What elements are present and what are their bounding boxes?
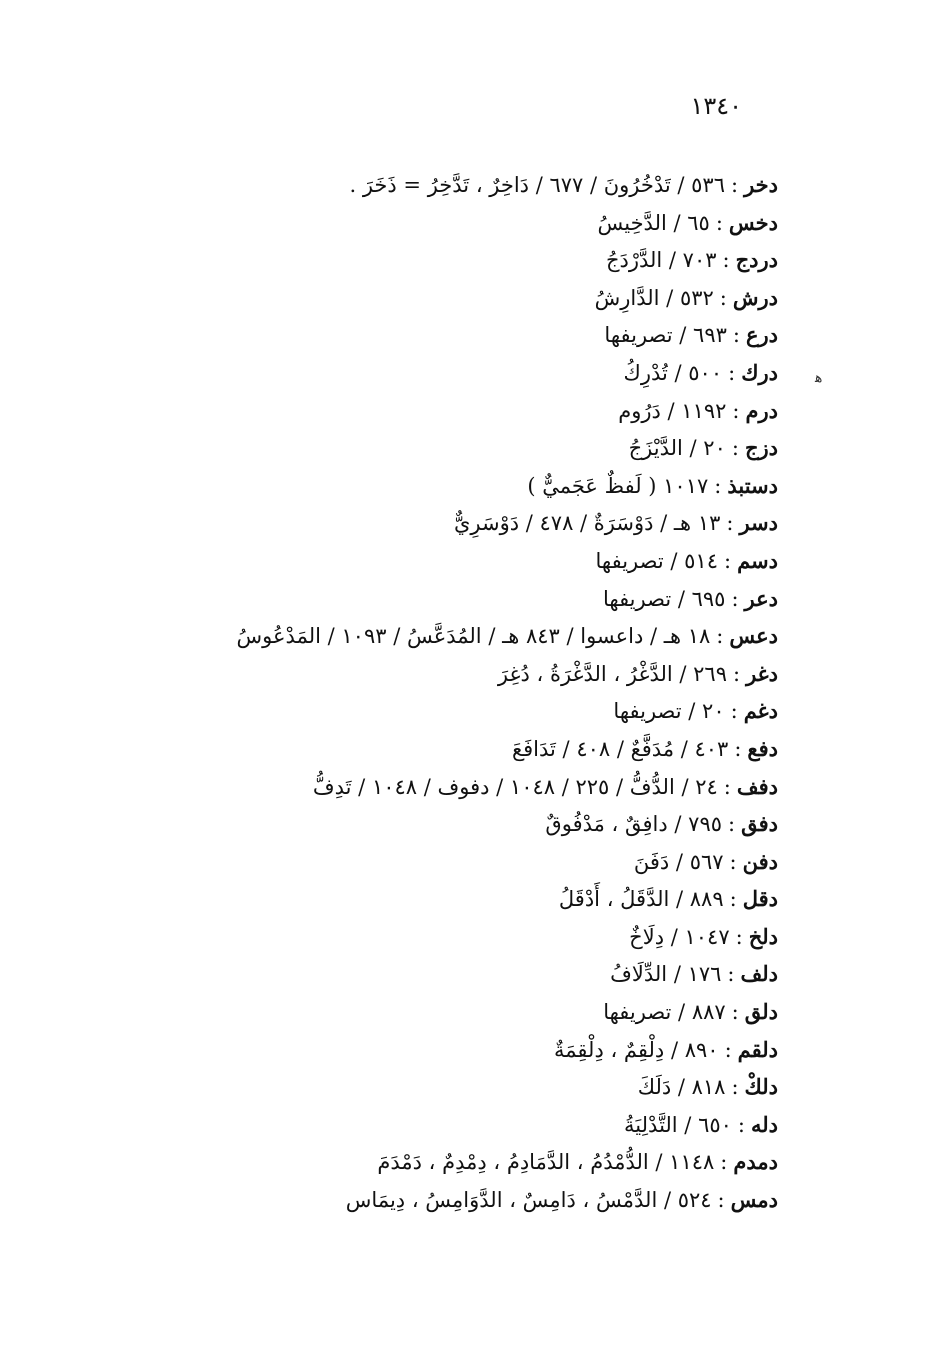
entry-references: ٧٩٥ / دافِقٌ ، مَدْفُوقٌ	[545, 812, 723, 837]
entry-references: ٢٠ / تصريفها	[613, 699, 725, 724]
entry-separator: :	[735, 924, 743, 949]
entry-separator: :	[723, 774, 731, 799]
index-entry	[138, 955, 778, 993]
entry-root: دلف	[740, 961, 778, 987]
index-entry	[138, 580, 778, 618]
entry-root: دعس	[729, 623, 778, 649]
entry-separator: :	[731, 1075, 739, 1100]
entry-references: ١١٩٢ / دَرُوم	[618, 398, 727, 423]
index-entry	[138, 354, 778, 392]
index-entry	[138, 204, 778, 242]
index-entry	[138, 880, 778, 918]
entry-references: ٥٦٧ / دَفَنَ	[633, 849, 724, 874]
entry-separator: :	[723, 548, 732, 573]
entry-root: دعر	[744, 585, 778, 611]
entry-separator: :	[728, 812, 736, 837]
entry-references: ٨١٨ / دَلَكَ	[637, 1075, 726, 1100]
index-entry	[138, 166, 778, 204]
entry-separator: :	[727, 962, 735, 987]
entry-references: ٤٠٣ / مُدَفَّعٌ / ٤٠٨ / تَدَافَعَ	[511, 736, 729, 761]
entry-root: دله	[750, 1111, 778, 1137]
entry-root: دسر	[739, 510, 778, 536]
entry-references: ٥٣٢ / الدَّارِشُ	[594, 285, 714, 310]
entry-root: دفن	[742, 848, 778, 874]
index-entry	[138, 241, 778, 279]
entry-root: دفق	[741, 811, 778, 837]
index-entry	[138, 1068, 778, 1106]
index-entry	[138, 768, 778, 806]
index-entry	[138, 542, 778, 580]
entry-references: ١٧٦ / الدِّلَافُ	[610, 962, 722, 987]
entry-separator: :	[731, 436, 739, 461]
index-entry	[138, 467, 778, 505]
entry-references: ٢٤ / الدُّفُّ / ٢٢٥ / ١٠٤٨ / دفوف / ١٠٤٨ / تَدِفُّ	[312, 774, 718, 799]
entry-references: ١٠٤٧ / دِلَاخٌ	[629, 924, 730, 949]
page-number: ١٣٤٠	[690, 92, 742, 120]
entry-references: ٨٨٩ / الدَّقَلُ ، أَدْقَلُ	[558, 887, 724, 912]
index-entry	[138, 316, 778, 354]
entry-separator: :	[722, 248, 730, 273]
entry-root: دلخ	[748, 923, 778, 949]
entry-separator: :	[733, 661, 741, 686]
entry-separator: :	[726, 511, 734, 536]
entry-root: دلقم	[737, 1036, 778, 1062]
entry-separator: :	[737, 1112, 745, 1137]
entry-references: ٦٥ / الدَّخِيسُ	[597, 210, 710, 235]
entry-root: دغر	[746, 660, 778, 686]
entry-separator: :	[715, 210, 723, 235]
index-entries	[138, 166, 778, 1219]
entry-references: ٨٩٠ / دِلْقِمٌ ، دِلْقِمَةٌ	[554, 1037, 719, 1062]
entry-separator: :	[728, 360, 736, 385]
entry-root: دمدم	[733, 1149, 778, 1175]
entry-references: ٢٠ / الدَّيْزَجُ	[628, 436, 726, 461]
entry-separator: :	[732, 398, 740, 423]
index-entry	[138, 392, 778, 430]
entry-separator: :	[720, 1150, 728, 1175]
index-entry	[138, 993, 778, 1031]
entry-root: دمس	[730, 1187, 778, 1213]
entry-separator: :	[716, 624, 724, 649]
entry-root: دخر	[744, 172, 778, 197]
entry-root: درك	[741, 359, 778, 385]
entry-separator: :	[734, 736, 742, 761]
index-entry	[138, 655, 778, 693]
entry-separator: :	[731, 173, 739, 197]
entry-separator: :	[730, 699, 738, 724]
entry-references: ٥١٤ / تصريفها	[595, 548, 718, 573]
index-entry	[138, 730, 778, 768]
entry-root: دستبذ	[727, 472, 778, 498]
entry-root: دسم	[737, 547, 778, 573]
index-entry	[138, 279, 778, 317]
entry-root: دردج	[735, 247, 778, 273]
index-entry	[138, 918, 778, 956]
entry-references: ٥٣٦ / تَدْخُرُونَ / ٦٧٧ / دَاخِرٌ ، تَدَّخِرُ = ذَخَرَ .	[349, 173, 725, 197]
entry-root: دفف	[736, 773, 778, 799]
entry-separator: :	[717, 1188, 725, 1213]
index-entry	[138, 1031, 778, 1069]
index-entry	[138, 1106, 778, 1144]
index-entry	[138, 1143, 778, 1181]
entry-separator: :	[731, 1000, 739, 1025]
index-entry	[138, 1181, 778, 1219]
entry-references: ٥٠٠ / تُدْرِكُ	[623, 360, 723, 385]
entry-references: ٧٠٣ / الدَّرْدَجُ	[605, 248, 717, 273]
entry-root: درع	[745, 322, 778, 348]
entry-separator: :	[729, 887, 737, 912]
entry-references: ٦٩٥ / تصريفها	[602, 586, 726, 611]
entry-separator: :	[719, 285, 727, 310]
entry-references: ٢٦٩ / الدَّغْرُ ، الدَّغْرَةُ ، دُغِرَ	[497, 661, 727, 686]
index-entry	[138, 429, 778, 467]
entry-references: ٥٢٤ / الدَّمْسُ ، دَامِسٌ ، الدَّوَامِسُ ، دِيمَاس	[345, 1188, 712, 1213]
entry-separator: :	[729, 849, 737, 874]
index-entry	[138, 805, 778, 843]
margin-mark: ﻫ	[815, 370, 823, 386]
entry-root: درم	[745, 397, 778, 423]
index-entry	[138, 692, 778, 730]
entry-separator: :	[732, 323, 740, 348]
entry-root: دلكْ	[744, 1074, 778, 1100]
entry-root: دزج	[744, 435, 778, 461]
entry-references: ٨٨٧ / تصريفها	[603, 1000, 726, 1025]
entry-root: دخس	[728, 209, 778, 235]
entry-root: درش	[732, 284, 778, 310]
entry-root: دلق	[744, 999, 778, 1025]
index-entry	[138, 843, 778, 881]
index-entry	[138, 617, 778, 655]
entry-references: ١٨ هـ / داعسوا / ٨٤٣ هـ / المُدَعَّسُ / ١٠٩٣ / المَدْعُوسُ	[236, 624, 711, 649]
entry-separator: :	[731, 586, 739, 611]
entry-root: دفع	[747, 735, 778, 761]
entry-references: ٦٩٣ / تصريفها	[604, 323, 727, 348]
entry-root: دغم	[743, 698, 778, 724]
index-entry	[138, 504, 778, 542]
entry-references: ١٠١٧ ( لَفظٌ عَجَميٌّ )	[527, 473, 709, 498]
entry-references: ١٣ هـ / دَوْسَرَةٌ / ٤٧٨ / دَوْسَرِيٌّ	[453, 511, 721, 536]
entry-references: ١١٤٨ / الدُّمْدُمُ ، الدَّمَادِمُ ، دِمْدِمٌ ، دَمْدَمَ	[377, 1150, 715, 1175]
entry-references: ٦٥٠ / التَّدْلِيَةُ	[624, 1112, 732, 1137]
entry-root: دقل	[742, 886, 778, 912]
entry-separator: :	[724, 1037, 732, 1062]
entry-separator: :	[714, 473, 722, 498]
